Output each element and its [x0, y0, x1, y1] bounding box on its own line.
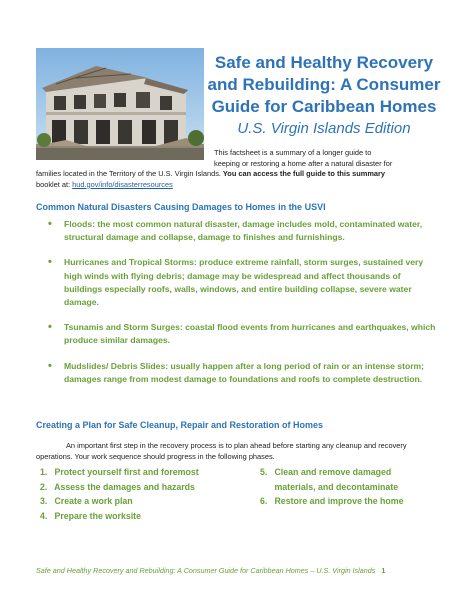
disaster-list	[48, 218, 440, 386]
bullet-icon: •	[48, 256, 52, 269]
list-item	[40, 480, 199, 495]
list-item	[48, 256, 440, 309]
page-title-line-1: Safe and Healthy Recovery	[214, 53, 434, 72]
page-footer	[36, 566, 428, 575]
title-block	[204, 52, 444, 140]
list-item	[260, 465, 404, 480]
phase-number: 3.	[40, 496, 48, 507]
page-number: 1	[381, 566, 386, 575]
disaster-item-text: Hurricanes and Tropical Storms: produce extreme rainfall, storm surges, sustained very high winds with flying debris; damage may be widespread and affect thousands of buildings especially roofs, walls, windows, and entire building collapse, severe water damage.	[64, 257, 424, 308]
phase-text: Restore and improve the home	[274, 496, 404, 507]
phase-text: materials, and decontaminate	[274, 481, 399, 492]
list-item	[260, 480, 404, 495]
bullet-icon: •	[48, 359, 52, 372]
bullet-icon: •	[48, 218, 52, 230]
list-item	[40, 465, 199, 480]
list-item	[48, 218, 440, 244]
intro-line-3-bold: You can access the full guide to this summary	[221, 169, 386, 179]
intro-line-2: keeping or restoring a home after a natural disaster for	[214, 158, 393, 168]
page-subtitle: U.S. Virgin Islands Edition	[237, 120, 411, 137]
intro-line-4-prefix: booklet at:	[36, 179, 73, 189]
phase-number: 6.	[260, 496, 268, 507]
plan-paragraph	[36, 441, 428, 463]
list-item	[48, 321, 440, 347]
phase-text: Protect yourself first and foremost	[54, 467, 199, 477]
phase-text: Create a work plan	[54, 496, 133, 507]
phases-left-column	[40, 465, 199, 524]
disasters-heading: Common Natural Disasters Causing Damages to Homes in the USVI	[36, 202, 326, 212]
footer-text: Safe and Healthy Recovery and Rebuilding: A Consumer Guide for Caribbean Homes – U.S. Virgin Islands	[36, 566, 376, 575]
page-title-line-2: and Rebuilding: A Consumer	[207, 75, 441, 94]
list-item	[260, 494, 404, 509]
page-title-line-3: Guide for Caribbean Homes	[211, 97, 437, 116]
damaged-house-photo	[36, 48, 204, 160]
disaster-item-text: Tsunamis and Storm Surges: coastal flood events from hurricanes and earthquakes, which produce similar damages.	[64, 322, 436, 346]
phase-text: Prepare the worksite	[54, 511, 141, 522]
phase-text: Clean and remove damaged	[274, 467, 392, 477]
phases-right-column	[260, 465, 404, 509]
list-item	[40, 494, 199, 509]
phase-number: 2.	[40, 481, 48, 492]
disaster-item-text: Floods: the most common natural disaster, damage includes mold, contaminated water, structural damage and collapse, damage to finishes and furnishings.	[64, 219, 423, 243]
phase-number: 5.	[260, 467, 268, 477]
phase-number: 1.	[40, 467, 48, 477]
list-item	[40, 509, 199, 524]
plan-paragraph-text: An important first step in the recovery process is to plan ahead before starting any cleanup and recovery operations. Your work sequence should progress in the following phases.	[36, 441, 407, 461]
list-item	[48, 360, 440, 386]
full-guide-link[interactable]: hud.gov/info/disasterresources	[72, 179, 173, 189]
bullet-icon: •	[48, 321, 52, 334]
phase-text: Assess the damages and hazards	[54, 481, 195, 492]
plan-heading: Creating a Plan for Safe Cleanup, Repair and Restoration of Homes	[36, 420, 324, 430]
disaster-item-text: Mudslides/ Debris Slides: usually happen after a long period of rain or an intense storm; damages range from modest damage to foundations and roofs to complete destruction.	[64, 360, 425, 384]
intro-line-3: families located in the Territory of the U.S. Virgin Islands.	[36, 169, 221, 179]
phase-number: 4.	[40, 511, 48, 522]
intro-paragraph	[36, 148, 428, 190]
intro-line-1: This factsheet is a summary of a longer guide to	[214, 148, 372, 157]
